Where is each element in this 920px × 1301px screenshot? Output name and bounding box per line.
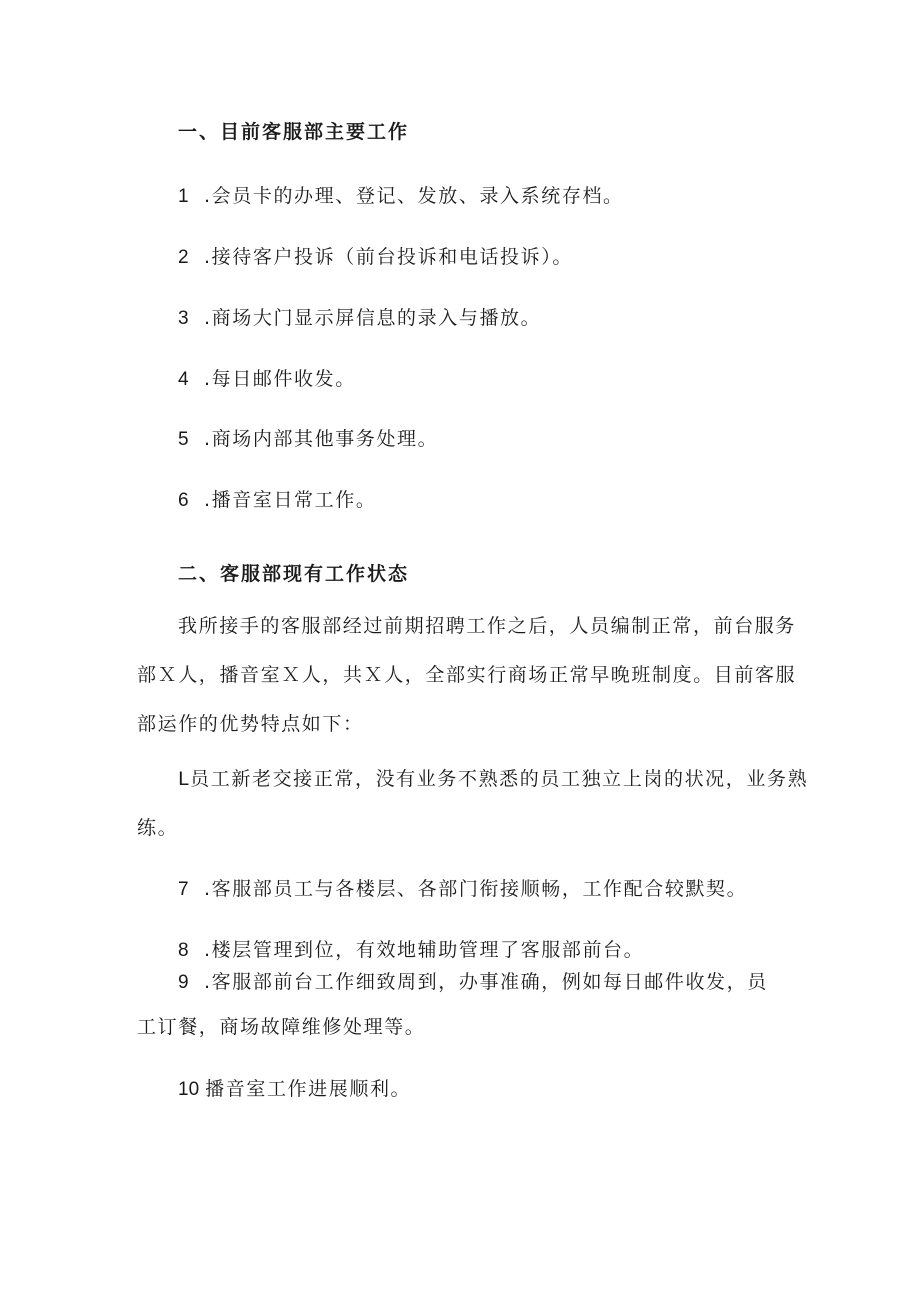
item-text: .客服部员工与各楼层、各部门衔接顺畅，工作配合较默契。 [204,878,748,900]
paragraph-line: 部运作的优势特点如下： [137,713,364,735]
item-text: .每日邮件收发。 [204,368,356,390]
item-number: 2 [178,247,191,268]
item-number: 10 [178,1079,200,1100]
item-text: .客服部前台工作细致周到，办事准确，例如每日邮件收发，员 [204,971,768,993]
item-text: .楼层管理到位，有效地辅助管理了客服部前台。 [204,939,645,961]
item-number: 6 [178,490,191,511]
item-text: .播音室日常工作。 [204,489,377,511]
item-text: .商场大门显示屏信息的录入与播放。 [204,307,542,329]
list-item [178,1077,411,1102]
item-number: 4 [178,369,191,390]
list-item [178,427,438,452]
point-l-line: L员工新老交接正常，没有业务不熟悉的员工独立上岗的状况，业务熟 [178,768,809,790]
point-l-line: 练。 [137,817,179,839]
list-item [178,245,573,270]
list-item [178,970,768,995]
item-number: 3 [178,308,191,329]
list-item [178,184,624,209]
list-item [178,306,541,331]
list-item [178,877,747,902]
item-text: .会员卡的办理、登记、发放、录入系统存档。 [204,185,624,207]
list-item [178,488,376,513]
list-item [178,938,644,963]
item-text: .接待客户投诉（前台投诉和电话投诉）。 [204,246,573,268]
item-number: 8 [178,940,191,961]
paragraph-line: 我所接手的客服部经过前期招聘工作之后，人员编制正常，前台服务 [178,615,797,637]
list-item-continuation: 工订餐，商场故障维修处理等。 [137,1016,426,1038]
section2-heading: 二、客服部现有工作状态 [178,563,410,585]
item-number: 1 [178,186,191,207]
section1-heading: 一、目前客服部主要工作 [178,121,410,143]
item-number: 5 [178,429,191,450]
paragraph-line: 部Ｘ人，播音室Ｘ人，共Ｘ人，全部实行商场正常早晚班制度。目前客服 [137,664,797,686]
item-number: 7 [178,879,191,900]
item-text: .商场内部其他事务处理。 [204,428,439,450]
list-item [178,367,356,392]
item-number: 9 [178,972,191,993]
item-text: 播音室工作进展顺利。 [205,1078,412,1100]
